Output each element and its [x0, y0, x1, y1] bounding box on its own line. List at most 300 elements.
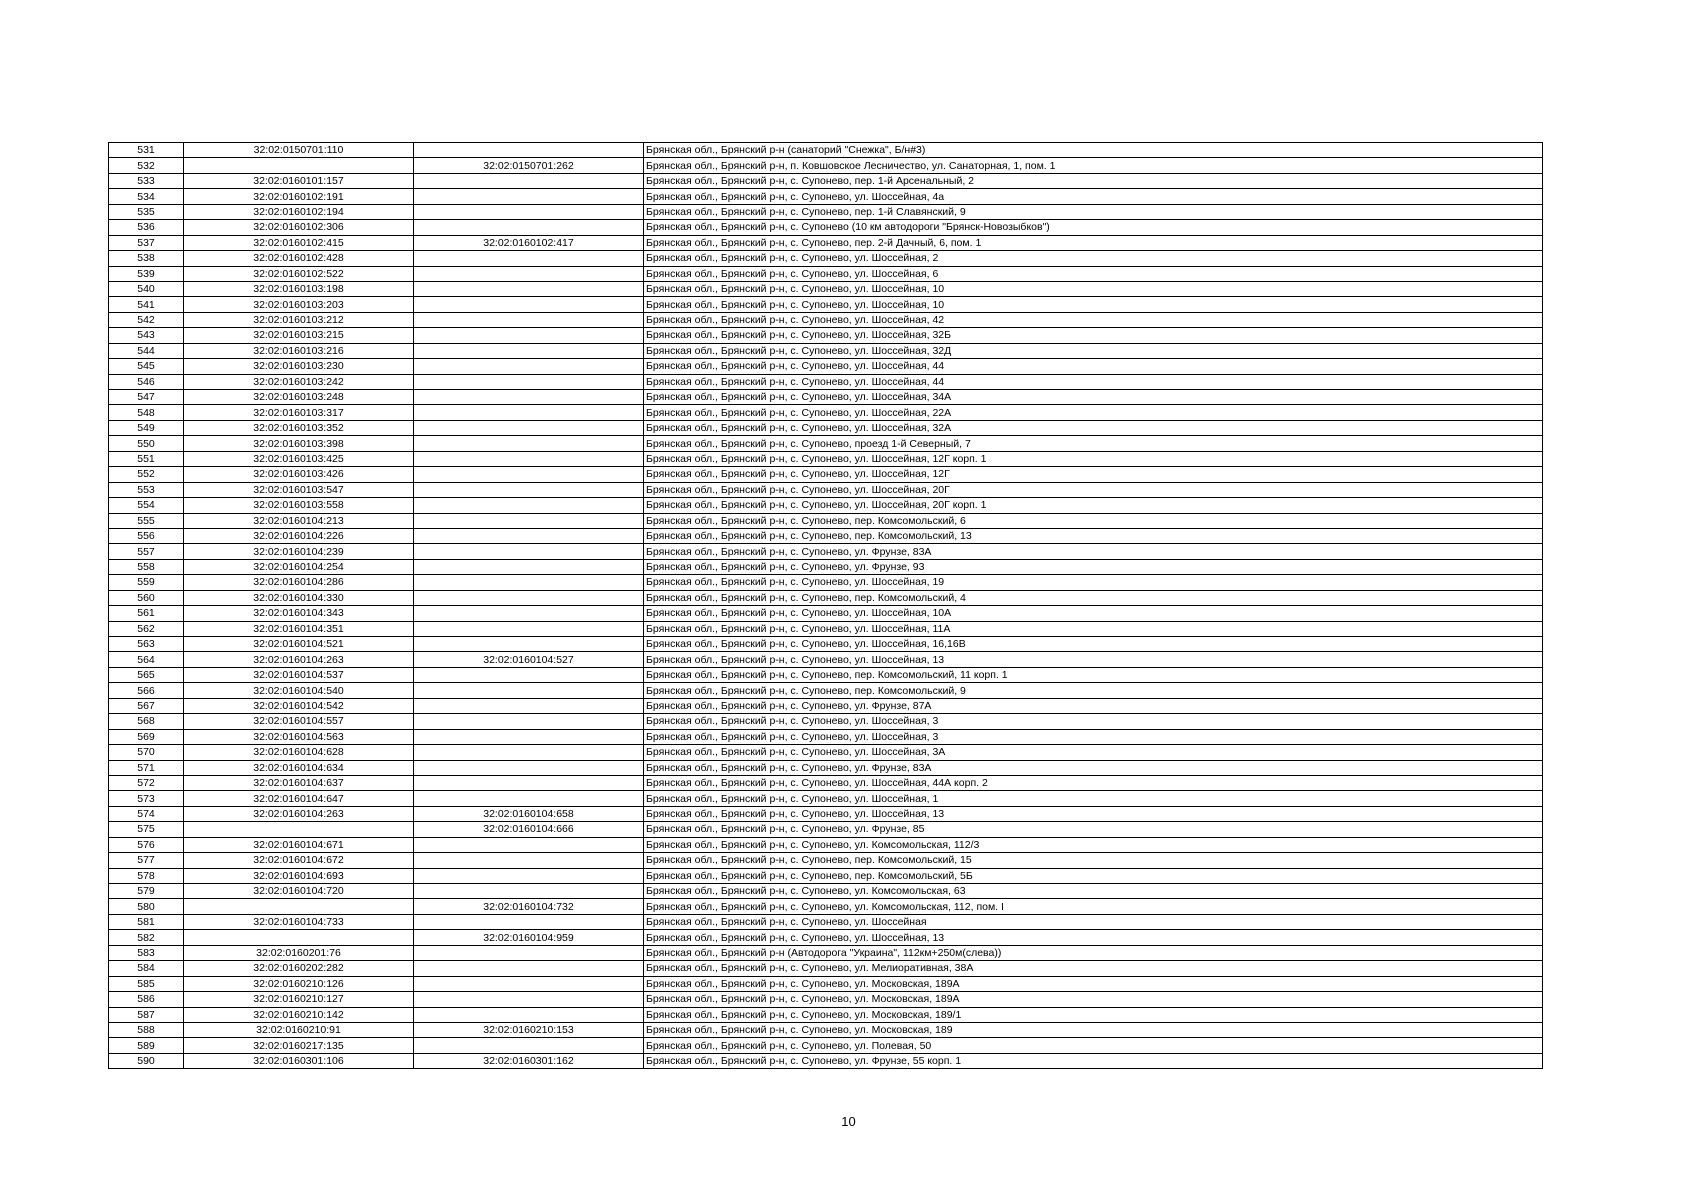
row-number-cell: 553: [109, 482, 184, 497]
building-cadastral-number-cell: [414, 204, 644, 219]
table-row: [109, 1038, 1543, 1053]
table-row: [109, 158, 1543, 173]
row-number-cell: 578: [109, 868, 184, 883]
address-cell: Брянская обл., Брянский р-н, с. Супонево, ул. Шоссейная, 44А корп. 2: [644, 775, 1543, 790]
building-cadastral-number-cell: [414, 791, 644, 806]
building-cadastral-number-cell: 32:02:0160104:658: [414, 806, 644, 821]
table-row: [109, 637, 1543, 652]
table-row: [109, 204, 1543, 219]
land-cadastral-number-cell: 32:02:0160103:558: [184, 498, 414, 513]
table-row: [109, 837, 1543, 852]
address-cell: Брянская обл., Брянский р-н (Автодорога "Украина", 112км+250м(слева)): [644, 945, 1543, 960]
land-cadastral-number-cell: 32:02:0160104:263: [184, 806, 414, 821]
building-cadastral-number-cell: [414, 281, 644, 296]
table-row: [109, 281, 1543, 296]
land-cadastral-number-cell: 32:02:0160103:216: [184, 343, 414, 358]
address-cell: Брянская обл., Брянский р-н, с. Супонево, ул. Шоссейная, 10А: [644, 606, 1543, 621]
table-row: [109, 420, 1543, 435]
row-number-cell: 585: [109, 976, 184, 991]
building-cadastral-number-cell: [414, 760, 644, 775]
address-cell: Брянская обл., Брянский р-н, с. Супонево, пер. Комсомольский, 6: [644, 513, 1543, 528]
building-cadastral-number-cell: [414, 390, 644, 405]
building-cadastral-number-cell: [414, 544, 644, 559]
address-cell: Брянская обл., Брянский р-н, с. Супонево, ул. Шоссейная, 4а: [644, 189, 1543, 204]
building-cadastral-number-cell: [414, 451, 644, 466]
land-cadastral-number-cell: 32:02:0160103:547: [184, 482, 414, 497]
address-cell: Брянская обл., Брянский р-н, с. Супонево, ул. Шоссейная, 1: [644, 791, 1543, 806]
row-number-cell: 558: [109, 559, 184, 574]
address-cell: Брянская обл., Брянский р-н, с. Супонево, ул. Шоссейная, 10: [644, 297, 1543, 312]
building-cadastral-number-cell: [414, 976, 644, 991]
table-row: [109, 405, 1543, 420]
land-cadastral-number-cell: 32:02:0160104:542: [184, 698, 414, 713]
land-cadastral-number-cell: 32:02:0160103:203: [184, 297, 414, 312]
land-cadastral-number-cell: 32:02:0160104:213: [184, 513, 414, 528]
address-cell: Брянская обл., Брянский р-н, с. Супонево, ул. Шоссейная, 3А: [644, 745, 1543, 760]
table-row: [109, 575, 1543, 590]
table-row: [109, 590, 1543, 605]
table-row: [109, 297, 1543, 312]
row-number-cell: 541: [109, 297, 184, 312]
land-cadastral-number-cell: 32:02:0160104:351: [184, 621, 414, 636]
building-cadastral-number-cell: [414, 498, 644, 513]
row-number-cell: 546: [109, 374, 184, 389]
table-row: [109, 328, 1543, 343]
address-cell: Брянская обл., Брянский р-н, с. Супонево, ул. Шоссейная, 16,16В: [644, 637, 1543, 652]
row-number-cell: 560: [109, 590, 184, 605]
address-cell: Брянская обл., Брянский р-н (санаторий "Снежка", Б/н#3): [644, 143, 1543, 158]
table-row: [109, 436, 1543, 451]
building-cadastral-number-cell: [414, 420, 644, 435]
building-cadastral-number-cell: [414, 745, 644, 760]
land-cadastral-number-cell: 32:02:0160103:230: [184, 359, 414, 374]
row-number-cell: 589: [109, 1038, 184, 1053]
address-cell: Брянская обл., Брянский р-н, с. Супонево, пер. Комсомольский, 5Б: [644, 868, 1543, 883]
address-cell: Брянская обл., Брянский р-н, с. Супонево, пер. Комсомольский, 9: [644, 683, 1543, 698]
land-cadastral-number-cell: 32:02:0150701:110: [184, 143, 414, 158]
building-cadastral-number-cell: [414, 945, 644, 960]
row-number-cell: 536: [109, 220, 184, 235]
row-number-cell: 583: [109, 945, 184, 960]
address-cell: Брянская обл., Брянский р-н, с. Супонево, ул. Шоссейная, 32А: [644, 420, 1543, 435]
address-cell: Брянская обл., Брянский р-н, п. Ковшовское Лесничество, ул. Санаторная, 1, пом. 1: [644, 158, 1543, 173]
address-cell: Брянская обл., Брянский р-н, с. Супонево, ул. Фрунзе, 93: [644, 559, 1543, 574]
row-number-cell: 540: [109, 281, 184, 296]
land-cadastral-number-cell: 32:02:0160301:106: [184, 1053, 414, 1068]
row-number-cell: 548: [109, 405, 184, 420]
land-cadastral-number-cell: 32:02:0160104:286: [184, 575, 414, 590]
building-cadastral-number-cell: 32:02:0160301:162: [414, 1053, 644, 1068]
land-cadastral-number-cell: 32:02:0160104:254: [184, 559, 414, 574]
row-number-cell: 587: [109, 1007, 184, 1022]
land-cadastral-number-cell: 32:02:0160102:428: [184, 251, 414, 266]
land-cadastral-number-cell: 32:02:0160210:127: [184, 992, 414, 1007]
row-number-cell: 581: [109, 914, 184, 929]
table-row: [109, 251, 1543, 266]
land-cadastral-number-cell: 32:02:0160104:557: [184, 714, 414, 729]
land-cadastral-number-cell: 32:02:0160103:212: [184, 312, 414, 327]
land-cadastral-number-cell: 32:02:0160103:352: [184, 420, 414, 435]
table-row: [109, 1022, 1543, 1037]
table-row: [109, 745, 1543, 760]
row-number-cell: 569: [109, 729, 184, 744]
table-row: [109, 482, 1543, 497]
row-number-cell: 554: [109, 498, 184, 513]
land-cadastral-number-cell: 32:02:0160104:733: [184, 914, 414, 929]
row-number-cell: 535: [109, 204, 184, 219]
land-cadastral-number-cell: 32:02:0160104:521: [184, 637, 414, 652]
land-cadastral-number-cell: 32:02:0160103:426: [184, 467, 414, 482]
row-number-cell: 545: [109, 359, 184, 374]
row-number-cell: 588: [109, 1022, 184, 1037]
land-cadastral-number-cell: 32:02:0160104:693: [184, 868, 414, 883]
building-cadastral-number-cell: [414, 683, 644, 698]
table-row: [109, 775, 1543, 790]
row-number-cell: 579: [109, 884, 184, 899]
land-cadastral-number-cell: 32:02:0160102:415: [184, 235, 414, 250]
building-cadastral-number-cell: [414, 405, 644, 420]
building-cadastral-number-cell: 32:02:0160210:153: [414, 1022, 644, 1037]
address-cell: Брянская обл., Брянский р-н, с. Супонево, ул. Шоссейная, 13: [644, 806, 1543, 821]
address-cell: Брянская обл., Брянский р-н, с. Супонево, ул. Фрунзе, 87А: [644, 698, 1543, 713]
building-cadastral-number-cell: [414, 173, 644, 188]
table-row: [109, 343, 1543, 358]
land-cadastral-number-cell: 32:02:0160102:191: [184, 189, 414, 204]
row-number-cell: 568: [109, 714, 184, 729]
row-number-cell: 547: [109, 390, 184, 405]
address-cell: Брянская обл., Брянский р-н, с. Супонево, ул. Шоссейная: [644, 914, 1543, 929]
land-cadastral-number-cell: 32:02:0160104:628: [184, 745, 414, 760]
table-row: [109, 467, 1543, 482]
land-cadastral-number-cell: 32:02:0160104:634: [184, 760, 414, 775]
row-number-cell: 577: [109, 853, 184, 868]
land-cadastral-number-cell: 32:02:0160104:343: [184, 606, 414, 621]
table-row: [109, 189, 1543, 204]
address-cell: Брянская обл., Брянский р-н, с. Супонево, ул. Шоссейная, 13: [644, 930, 1543, 945]
row-number-cell: 531: [109, 143, 184, 158]
address-cell: Брянская обл., Брянский р-н, с. Супонево, проезд 1-й Северный, 7: [644, 436, 1543, 451]
building-cadastral-number-cell: [414, 189, 644, 204]
address-cell: Брянская обл., Брянский р-н, с. Супонево, ул. Московская, 189А: [644, 976, 1543, 991]
land-cadastral-number-cell: 32:02:0160104:671: [184, 837, 414, 852]
row-number-cell: 555: [109, 513, 184, 528]
table-row: [109, 498, 1543, 513]
building-cadastral-number-cell: [414, 1038, 644, 1053]
table-row: [109, 1053, 1543, 1068]
land-cadastral-number-cell: 32:02:0160104:226: [184, 528, 414, 543]
land-cadastral-number-cell: 32:02:0160103:317: [184, 405, 414, 420]
land-cadastral-number-cell: [184, 822, 414, 837]
row-number-cell: 576: [109, 837, 184, 852]
table-row: [109, 729, 1543, 744]
building-cadastral-number-cell: [414, 853, 644, 868]
row-number-cell: 571: [109, 760, 184, 775]
land-cadastral-number-cell: 32:02:0160103:198: [184, 281, 414, 296]
address-cell: Брянская обл., Брянский р-н, с. Супонево, ул. Шоссейная, 34А: [644, 390, 1543, 405]
address-cell: Брянская обл., Брянский р-н, с. Супонево, ул. Фрунзе, 85: [644, 822, 1543, 837]
table-row: [109, 374, 1543, 389]
land-cadastral-number-cell: 32:02:0160103:425: [184, 451, 414, 466]
address-cell: Брянская обл., Брянский р-н, с. Супонево, ул. Фрунзе, 83А: [644, 544, 1543, 559]
building-cadastral-number-cell: [414, 343, 644, 358]
table-row: [109, 652, 1543, 667]
table-row: [109, 914, 1543, 929]
building-cadastral-number-cell: [414, 729, 644, 744]
table-row: [109, 976, 1543, 991]
building-cadastral-number-cell: [414, 312, 644, 327]
row-number-cell: 539: [109, 266, 184, 281]
table-row: [109, 667, 1543, 682]
building-cadastral-number-cell: 32:02:0160104:732: [414, 899, 644, 914]
land-cadastral-number-cell: 32:02:0160104:537: [184, 667, 414, 682]
address-cell: Брянская обл., Брянский р-н, с. Супонево, ул. Шоссейная, 6: [644, 266, 1543, 281]
table-row: [109, 961, 1543, 976]
table-row: [109, 173, 1543, 188]
building-cadastral-number-cell: [414, 992, 644, 1007]
address-cell: Брянская обл., Брянский р-н, с. Супонево, ул. Шоссейная, 42: [644, 312, 1543, 327]
address-cell: Брянская обл., Брянский р-н, с. Супонево, ул. Шоссейная, 20Г корп. 1: [644, 498, 1543, 513]
table-row: [109, 899, 1543, 914]
building-cadastral-number-cell: [414, 559, 644, 574]
address-cell: Брянская обл., Брянский р-н, с. Супонево, ул. Шоссейная, 12Г корп. 1: [644, 451, 1543, 466]
address-cell: Брянская обл., Брянский р-н, с. Супонево, ул. Мелиоративная, 38А: [644, 961, 1543, 976]
page-number: 10: [841, 1114, 856, 1129]
row-number-cell: 572: [109, 775, 184, 790]
address-cell: Брянская обл., Брянский р-н, с. Супонево, ул. Шоссейная, 19: [644, 575, 1543, 590]
building-cadastral-number-cell: [414, 667, 644, 682]
building-cadastral-number-cell: [414, 637, 644, 652]
row-number-cell: 564: [109, 652, 184, 667]
address-cell: Брянская обл., Брянский р-н, с. Супонево, пер. 1-й Славянский, 9: [644, 204, 1543, 219]
address-cell: Брянская обл., Брянский р-н, с. Супонево, ул. Шоссейная, 22А: [644, 405, 1543, 420]
building-cadastral-number-cell: [414, 528, 644, 543]
building-cadastral-number-cell: 32:02:0160104:959: [414, 930, 644, 945]
land-cadastral-number-cell: 32:02:0160104:540: [184, 683, 414, 698]
building-cadastral-number-cell: [414, 575, 644, 590]
building-cadastral-number-cell: [414, 606, 644, 621]
address-cell: Брянская обл., Брянский р-н, с. Супонево, ул. Шоссейная, 32Б: [644, 328, 1543, 343]
address-cell: Брянская обл., Брянский р-н, с. Супонево, пер. 1-й Арсенальный, 2: [644, 173, 1543, 188]
land-cadastral-number-cell: [184, 899, 414, 914]
row-number-cell: 533: [109, 173, 184, 188]
row-number-cell: 570: [109, 745, 184, 760]
building-cadastral-number-cell: [414, 590, 644, 605]
land-cadastral-number-cell: [184, 158, 414, 173]
building-cadastral-number-cell: [414, 775, 644, 790]
building-cadastral-number-cell: 32:02:0160102:417: [414, 235, 644, 250]
land-cadastral-number-cell: 32:02:0160103:398: [184, 436, 414, 451]
row-number-cell: 552: [109, 467, 184, 482]
table-row: [109, 220, 1543, 235]
land-cadastral-number-cell: 32:02:0160202:282: [184, 961, 414, 976]
address-cell: Брянская обл., Брянский р-н, с. Супонево, пер. Комсомольский, 4: [644, 590, 1543, 605]
address-cell: Брянская обл., Брянский р-н, с. Супонево, ул. Шоссейная, 12Г: [644, 467, 1543, 482]
table-row: [109, 698, 1543, 713]
row-number-cell: 562: [109, 621, 184, 636]
row-number-cell: 534: [109, 189, 184, 204]
row-number-cell: 542: [109, 312, 184, 327]
building-cadastral-number-cell: [414, 266, 644, 281]
table-row: [109, 513, 1543, 528]
row-number-cell: 584: [109, 961, 184, 976]
table-row: [109, 143, 1543, 158]
address-cell: Брянская обл., Брянский р-н, с. Супонево (10 км автодороги "Брянск-Новозыбков"): [644, 220, 1543, 235]
land-cadastral-number-cell: 32:02:0160210:142: [184, 1007, 414, 1022]
table-row: [109, 390, 1543, 405]
row-number-cell: 575: [109, 822, 184, 837]
building-cadastral-number-cell: [414, 714, 644, 729]
table-row: [109, 235, 1543, 250]
building-cadastral-number-cell: [414, 837, 644, 852]
land-cadastral-number-cell: 32:02:0160103:242: [184, 374, 414, 389]
row-number-cell: 580: [109, 899, 184, 914]
address-cell: Брянская обл., Брянский р-н, с. Супонево, ул. Шоссейная, 11А: [644, 621, 1543, 636]
land-cadastral-number-cell: 32:02:0160210:91: [184, 1022, 414, 1037]
address-cell: Брянская обл., Брянский р-н, с. Супонево, ул. Шоссейная, 44: [644, 374, 1543, 389]
table-row: [109, 359, 1543, 374]
building-cadastral-number-cell: [414, 297, 644, 312]
address-cell: Брянская обл., Брянский р-н, с. Супонево, ул. Комсомольская, 63: [644, 884, 1543, 899]
land-cadastral-number-cell: 32:02:0160104:672: [184, 853, 414, 868]
land-cadastral-number-cell: 32:02:0160102:522: [184, 266, 414, 281]
row-number-cell: 544: [109, 343, 184, 358]
row-number-cell: 551: [109, 451, 184, 466]
table-row: [109, 791, 1543, 806]
building-cadastral-number-cell: [414, 359, 644, 374]
address-cell: Брянская обл., Брянский р-н, с. Супонево, ул. Фрунзе, 83А: [644, 760, 1543, 775]
address-cell: Брянская обл., Брянский р-н, с. Супонево, ул. Московская, 189/1: [644, 1007, 1543, 1022]
row-number-cell: 582: [109, 930, 184, 945]
land-cadastral-number-cell: 32:02:0160210:126: [184, 976, 414, 991]
land-cadastral-number-cell: 32:02:0160104:647: [184, 791, 414, 806]
building-cadastral-number-cell: [414, 884, 644, 899]
building-cadastral-number-cell: [414, 328, 644, 343]
table-row: [109, 266, 1543, 281]
row-number-cell: 557: [109, 544, 184, 559]
row-number-cell: 556: [109, 528, 184, 543]
address-cell: Брянская обл., Брянский р-н, с. Супонево, ул. Шоссейная, 44: [644, 359, 1543, 374]
address-cell: Брянская обл., Брянский р-н, с. Супонево, ул. Шоссейная, 3: [644, 714, 1543, 729]
land-cadastral-number-cell: [184, 930, 414, 945]
table-row: [109, 621, 1543, 636]
address-cell: Брянская обл., Брянский р-н, с. Супонево, ул. Шоссейная, 3: [644, 729, 1543, 744]
table-row: [109, 760, 1543, 775]
table-row: [109, 528, 1543, 543]
land-cadastral-number-cell: 32:02:0160102:306: [184, 220, 414, 235]
land-cadastral-number-cell: 32:02:0160103:215: [184, 328, 414, 343]
building-cadastral-number-cell: [414, 220, 644, 235]
row-number-cell: 565: [109, 667, 184, 682]
row-number-cell: 559: [109, 575, 184, 590]
land-cadastral-number-cell: 32:02:0160104:263: [184, 652, 414, 667]
table-row: [109, 606, 1543, 621]
table-row: [109, 822, 1543, 837]
row-number-cell: 590: [109, 1053, 184, 1068]
address-cell: Брянская обл., Брянский р-н, с. Супонево, ул. Шоссейная, 2: [644, 251, 1543, 266]
table-row: [109, 992, 1543, 1007]
table-row: [109, 806, 1543, 821]
land-cadastral-number-cell: 32:02:0160104:563: [184, 729, 414, 744]
table-row: [109, 884, 1543, 899]
address-cell: Брянская обл., Брянский р-н, с. Супонево, ул. Московская, 189А: [644, 992, 1543, 1007]
building-cadastral-number-cell: 32:02:0160104:527: [414, 652, 644, 667]
building-cadastral-number-cell: [414, 251, 644, 266]
row-number-cell: 538: [109, 251, 184, 266]
building-cadastral-number-cell: [414, 482, 644, 497]
building-cadastral-number-cell: [414, 914, 644, 929]
address-cell: Брянская обл., Брянский р-н, с. Супонево, ул. Шоссейная, 20Г: [644, 482, 1543, 497]
address-cell: Брянская обл., Брянский р-н, с. Супонево, ул. Шоссейная, 13: [644, 652, 1543, 667]
row-number-cell: 574: [109, 806, 184, 821]
address-cell: Брянская обл., Брянский р-н, с. Супонево, ул. Шоссейная, 32Д: [644, 343, 1543, 358]
address-cell: Брянская обл., Брянский р-н, с. Супонево, ул. Шоссейная, 10: [644, 281, 1543, 296]
building-cadastral-number-cell: [414, 374, 644, 389]
building-cadastral-number-cell: [414, 1007, 644, 1022]
row-number-cell: 586: [109, 992, 184, 1007]
land-cadastral-number-cell: 32:02:0160217:135: [184, 1038, 414, 1053]
row-number-cell: 550: [109, 436, 184, 451]
table-row: [109, 312, 1543, 327]
row-number-cell: 561: [109, 606, 184, 621]
address-cell: Брянская обл., Брянский р-н, с. Супонево, пер. Комсомольский, 15: [644, 853, 1543, 868]
address-cell: Брянская обл., Брянский р-н, с. Супонево, пер. Комсомольский, 11 корп. 1: [644, 667, 1543, 682]
row-number-cell: 567: [109, 698, 184, 713]
table-row: [109, 930, 1543, 945]
building-cadastral-number-cell: [414, 143, 644, 158]
table-row: [109, 714, 1543, 729]
address-cell: Брянская обл., Брянский р-н, с. Супонево, ул. Комсомольская, 112, пом. I: [644, 899, 1543, 914]
building-cadastral-number-cell: [414, 436, 644, 451]
building-cadastral-number-cell: [414, 961, 644, 976]
row-number-cell: 549: [109, 420, 184, 435]
table-row: [109, 868, 1543, 883]
land-cadastral-number-cell: 32:02:0160104:239: [184, 544, 414, 559]
table-row: [109, 945, 1543, 960]
row-number-cell: 543: [109, 328, 184, 343]
land-cadastral-number-cell: 32:02:0160104:330: [184, 590, 414, 605]
table-row: [109, 1007, 1543, 1022]
cadastral-table: [108, 142, 1543, 1069]
building-cadastral-number-cell: [414, 868, 644, 883]
building-cadastral-number-cell: [414, 467, 644, 482]
land-cadastral-number-cell: 32:02:0160103:248: [184, 390, 414, 405]
table-row: [109, 683, 1543, 698]
row-number-cell: 566: [109, 683, 184, 698]
table-row: [109, 451, 1543, 466]
address-cell: Брянская обл., Брянский р-н, с. Супонево, пер. Комсомольский, 13: [644, 528, 1543, 543]
row-number-cell: 537: [109, 235, 184, 250]
row-number-cell: 573: [109, 791, 184, 806]
building-cadastral-number-cell: [414, 513, 644, 528]
row-number-cell: 563: [109, 637, 184, 652]
land-cadastral-number-cell: 32:02:0160101:157: [184, 173, 414, 188]
building-cadastral-number-cell: [414, 698, 644, 713]
table-row: [109, 853, 1543, 868]
row-number-cell: 532: [109, 158, 184, 173]
land-cadastral-number-cell: 32:02:0160201:76: [184, 945, 414, 960]
land-cadastral-number-cell: 32:02:0160104:720: [184, 884, 414, 899]
address-cell: Брянская обл., Брянский р-н, с. Супонево, ул. Фрунзе, 55 корп. 1: [644, 1053, 1543, 1068]
building-cadastral-number-cell: [414, 621, 644, 636]
building-cadastral-number-cell: 32:02:0160104:666: [414, 822, 644, 837]
cadastral-table-body: [109, 143, 1543, 1069]
table-row: [109, 559, 1543, 574]
address-cell: Брянская обл., Брянский р-н, с. Супонево, ул. Полевая, 50: [644, 1038, 1543, 1053]
address-cell: Брянская обл., Брянский р-н, с. Супонево, пер. 2-й Дачный, 6, пом. 1: [644, 235, 1543, 250]
land-cadastral-number-cell: 32:02:0160104:637: [184, 775, 414, 790]
address-cell: Брянская обл., Брянский р-н, с. Супонево, ул. Комсомольская, 112/3: [644, 837, 1543, 852]
building-cadastral-number-cell: 32:02:0150701:262: [414, 158, 644, 173]
